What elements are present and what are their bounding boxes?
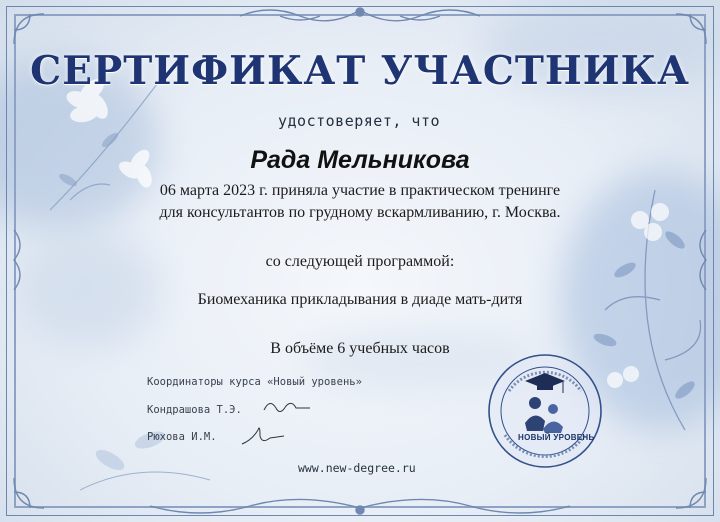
program-name: Биомеханика прикладывания в диаде мать-дитя bbox=[197, 291, 523, 308]
certificate-subtitle: удостоверяет, что bbox=[278, 112, 441, 130]
coordinator-name: Кондрашова Т.Э. bbox=[147, 404, 242, 416]
body-text-line: для консультантов по грудному вскармливанию, г. Москва. bbox=[159, 204, 561, 221]
course-hours: В объёме 6 учебных часов bbox=[270, 340, 450, 357]
coordinators-title: Координаторы курса «Новый уровень» bbox=[147, 376, 362, 388]
seal-stamp bbox=[485, 351, 605, 471]
body-text-line: 06 марта 2023 г. приняла участие в практическом тренинге bbox=[159, 182, 561, 199]
seal-label: НОВЫЙ УРОВЕНЬ bbox=[518, 433, 595, 442]
signature-1 bbox=[262, 396, 312, 420]
recipient-name: Рада Мельникова bbox=[250, 146, 470, 174]
certificate-title: СЕРТИФИКАТ УЧАСТНИКА bbox=[30, 48, 690, 94]
website-link[interactable]: www.new-degree.ru bbox=[298, 461, 416, 475]
program-heading: со следующей программой: bbox=[265, 253, 455, 270]
signature-2 bbox=[238, 422, 288, 448]
coordinator-name: Рюхова И.М. bbox=[147, 431, 217, 443]
